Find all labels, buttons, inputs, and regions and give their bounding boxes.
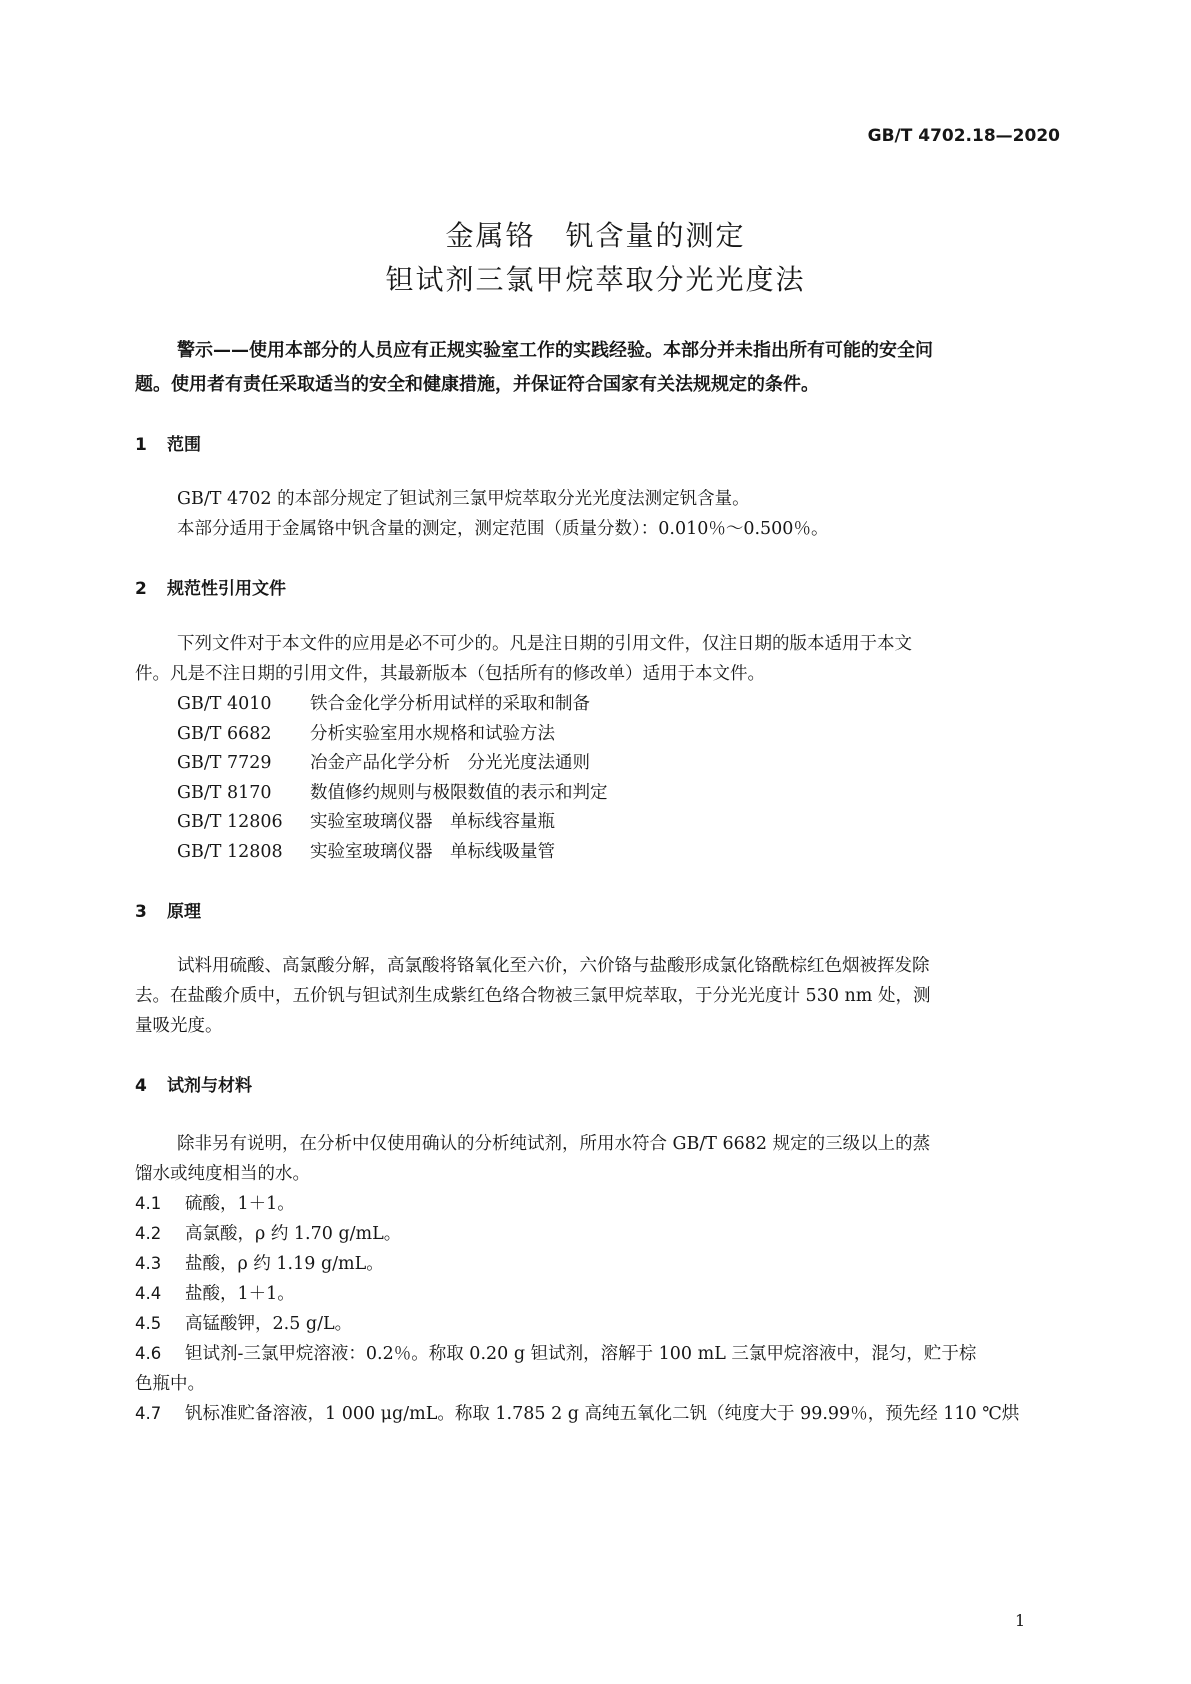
standard-number: GB/T 4702.18—2020 [867,126,1060,146]
reference-code: GB/T 4010 [177,694,272,714]
reagent-item [135,1310,352,1335]
reagents-intro-line1: 除非另有说明，在分析中仅使用确认的分析纯试剂，所用水符合 GB/T 6682 规定的三级以上的蒸 [177,1134,931,1154]
section-title: 范围 [167,435,201,455]
warning-line1: 警示——使用本部分的人员应有正规实验室工作的实践经验。本部分并未指出所有可能的安全问 [177,340,933,361]
section-number: 3 [135,902,147,922]
normative-intro-line1: 下列文件对于本文件的应用是必不可少的。凡是注日期的引用文件，仅注日期的版本适用于本文 [177,634,912,654]
principle-line1: 试料用硫酸、高氯酸分解，高氯酸将铬氧化至六价，六价铬与盐酸形成氯化铬酰棕红色烟被挥发除 [177,956,930,976]
reference-code: GB/T 7729 [177,753,272,773]
principle-line3: 量吸光度。 [135,1016,223,1036]
reference-title: 铁合金化学分析用试样的采取和制备 [310,694,590,714]
reagent-item [135,1190,295,1215]
reference-code: GB/T 6682 [177,724,272,744]
reference-code: GB/T 12808 [177,842,283,862]
reference-item [177,779,608,804]
principle-line2: 去。在盐酸介质中，五价钒与钽试剂生成紫红色络合物被三氯甲烷萃取，于分光光度计 530 nm 处，测 [135,986,931,1006]
reagent-item [135,1340,976,1365]
section-heading-normative [135,574,286,599]
reagents-intro-line2: 馏水或纯度相当的水。 [135,1164,310,1184]
item-text: 钒标准贮备溶液，1 000 μg/mL。称取 1.785 2 g 高纯五氧化二钒（纯度大于 99.99％，预先经 110 ℃烘 [185,1404,1020,1424]
section-heading-principle [135,897,201,922]
reference-code: GB/T 8170 [177,783,272,803]
reagent-item [135,1400,1019,1425]
reference-title: 实验室玻璃仪器 单标线吸量管 [310,842,555,862]
document-title-line1: 金属铬 钒含量的测定 [445,219,746,252]
warning-line2: 题。使用者有责任采取适当的安全和健康措施，并保证符合国家有关法规规定的条件。 [135,374,819,395]
reference-item [177,808,555,833]
item-number: 4.4 [135,1284,162,1303]
scope-paragraph-1: GB/T 4702 的本部分规定了钽试剂三氯甲烷萃取分光光度法测定钒含量。 [177,489,750,509]
section-title: 试剂与材料 [167,1076,252,1096]
document-title-line2: 钽试剂三氯甲烷萃取分光光度法 [385,263,806,296]
reference-title: 分析实验室用水规格和试验方法 [310,724,555,744]
item-number: 4.2 [135,1224,162,1243]
item-number: 4.3 [135,1254,162,1273]
reference-title: 实验室玻璃仪器 单标线容量瓶 [310,812,555,832]
normative-intro-line2: 件。凡是不注日期的引用文件，其最新版本（包括所有的修改单）适用于本文件。 [135,664,765,684]
reference-item [177,720,555,745]
section-heading-scope [135,430,201,455]
reference-item [177,838,555,863]
item-number: 4.1 [135,1194,162,1213]
reference-item [177,749,590,774]
item-text: 硫酸，1＋1。 [185,1194,295,1214]
section-number: 4 [135,1076,147,1096]
section-title: 原理 [167,902,201,922]
reagent-item [135,1220,401,1245]
section-number: 2 [135,579,147,599]
scope-paragraph-2: 本部分适用于金属铬中钒含量的测定，测定范围（质量分数）：0.010％～0.500％。 [177,519,829,539]
item-text: 盐酸，1＋1。 [185,1284,295,1304]
item-text: 盐酸，ρ 约 1.19 g/mL。 [185,1254,384,1274]
item-text: 高锰酸钾，2.5 g/L。 [185,1314,353,1334]
reference-item [177,690,590,715]
section-title: 规范性引用文件 [167,579,286,599]
reference-code: GB/T 12806 [177,812,283,832]
section-heading-reagents [135,1071,252,1096]
item-number: 4.7 [135,1404,162,1423]
reference-title: 冶金产品化学分析 分光光度法通则 [310,753,590,773]
section-number: 1 [135,435,147,455]
reference-title: 数值修约规则与极限数值的表示和判定 [310,783,608,803]
reagent-item [135,1280,295,1305]
item-number: 4.5 [135,1314,162,1333]
reagent-item [135,1250,384,1275]
item-text: 钽试剂-三氯甲烷溶液：0.2％。称取 0.20 g 钽试剂，溶解于 100 mL 三氯甲烷溶液中，混匀，贮于棕 [185,1344,977,1364]
page-number: 1 [1015,1611,1026,1630]
item-number: 4.6 [135,1344,162,1363]
reagent-item-continuation: 色瓶中。 [135,1374,205,1394]
item-text: 高氯酸，ρ 约 1.70 g/mL。 [185,1224,402,1244]
